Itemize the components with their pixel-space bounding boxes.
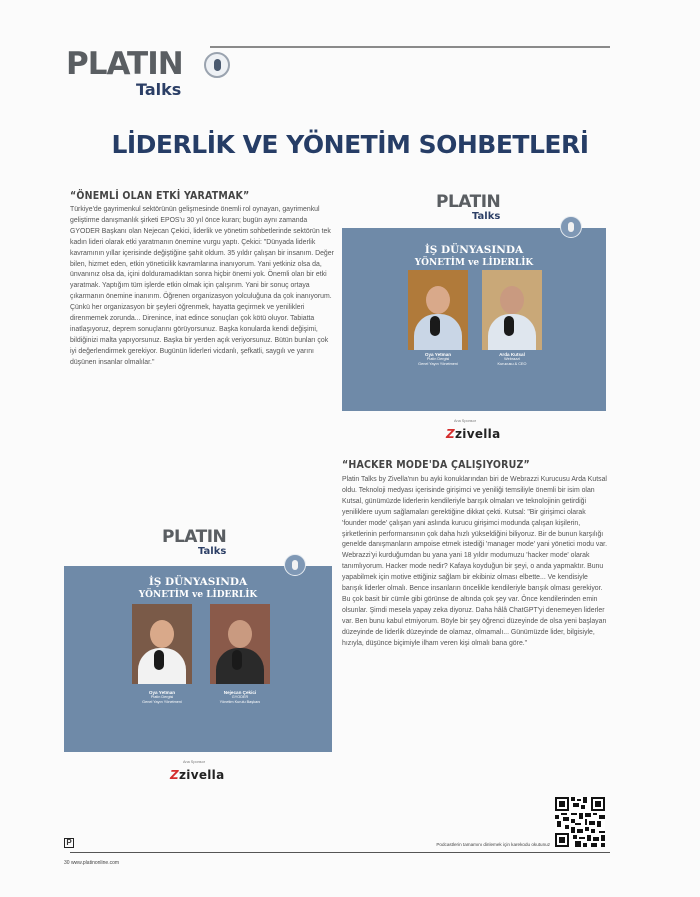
card-logo-word: PLATIN [436, 192, 501, 212]
sponsor-label: Ana Sponsor [183, 760, 205, 764]
guest-caption: Arda Kutsal Webrazzi Kurucusu & CEO [497, 352, 527, 366]
card-bottom-logo [162, 527, 227, 557]
section-body: Türkiye'de gayrimenkul sektörünün gelişmesinde önemli rol oynayan, gayrimenkul geliştirme danışmanlık şirketi EPOS'u 30 yıl önce kuran; bugün aynı zamanda GYODER Başkanı olan Nejecan Çekici, liderlik ve yönetim sohbetlerinde sektörün tek kadın lideri olarak etki yaratmanın önemine vurgu yaptı. Çekici: "Dünyada liderlik kavramının yıllar içerisinde değiştiğine şahit oldum. 35 yıldır çalışan bir insanım. Değer bilen, hizmet eden, etkin yöneticilik kavramlarına inanıyorum. Yani yetkiniz olsa da, ünvanınız olsa da, içini dolduramadıktan sonra hiçbir önemi yok. Önemli olan bir etki yaratmak. Yaptığım tüm işlerde etkin olmak için çalışırım. Yani bir sonuç ortaya çıkarmanın önemine inanırım. Öğrenen organizasyon yolculuğuna da çok inanıyorum. Çünkü her organizasyon bir şeyleri öğrenmek, hayatta geçirmek ve yenilikleri direnmemek zorunda... Direnince, inat edince sonuçları çok kötü oluyor. Tabiatta inatlaşıyoruz, deprem sonuçlarını görüyorsunuz. Başka konularda kendi değişimi, bildiğinizi malta yapıyorsunuz. Başka bir yerden açık veriyorsunuz. Bütün bunları çok iyi değerlendirmek gerekiyor. Bugünün liderleri vicdanlı, şefkatli, saygılı ve yarını düşünen insanlar olmalılar." [70, 206, 334, 366]
section-body: Platin Talks by Zivella'nın bu ayki konuklarından biri de Webrazzi Kurucusu Arda Kutsal oldu. Teknoloji medyası içerisinde girişimci ve yeniliği temsiliyle önemli bir isim olan Kutsal, günümüzde liderlerin kendileriyle barışık olmaları ve teknolojinin getirdiği yeniliklere uyum sağlamaları gerektiğine dikkat çekti. Kutsal: "Bir girişimci olarak 'founder mode' çalışan yani aslında kurucu girişimci modunda çalışan kişilerin, şirketlerinin performansının çok daha hızlı yükseldiğini biliyoruz. Bir de bunun karşılığı genelde danışmanların ampoise etmek istediği 'manager mode' yani yönetici modu var. Webrazzi'yi kurduğumdan bu yana yani 18 yıldır modumuzu 'hacker mode' olarak tanımlıyorum. Hacker mode nedir? Kafaya koyduğun bir şeyi, o anda yapmaktır. Bunu yapabilmek için motive ettiğiniz sağlam bir ekibiniz olması elbette... Ve kendisiyle barışık liderler olmalı. Bence insanların öncelikle kendileriyle barışık olması gerekiyor. Bu çok basit bir cümle gibi görünse de altında çok şey var. Önce kendilerinden emin olsunlar. Şimdi mesela yapay zeka diyoruz. Daha hâlâ ChatGPT'yi denemeyen liderler var. Ben bunu kabul etmiyorum. Böyle bir şey öğrenci düzeyinde de olsa yeni başlayan düzeyinde de liderlik düzeyinde de olamaz, olmamalı... Günümüzde lider, bilgisiyle, hızıyla, düşünce biçimiyle ilham veren kişi olmalı bana göre." [342, 476, 608, 647]
page-title: LİDERLİK VE YÖNETİM SOHBETLERİ [111, 130, 589, 159]
page-mark-icon: P [64, 838, 74, 848]
sponsor-label: Ana Sponsor [454, 419, 476, 423]
logo-sub: Talks [136, 80, 182, 99]
zivella-logo: Zzivella [446, 427, 501, 441]
microphone-icon [284, 554, 306, 576]
guest-caption: Oya Yetman Platin Dergisi Genel Yayın Yönetmeni [418, 352, 458, 366]
card-heading: İŞ DÜNYASINDA [148, 576, 248, 588]
qr-note: Podcastlerin tamamını dinlemek için karekodu okutunuz [436, 842, 550, 847]
microphone-icon [204, 52, 230, 78]
page-footer: 30 www.platinonline.com [64, 860, 120, 866]
section-heading: “HACKER MODE'DA ÇALIŞIYORUZ” [342, 459, 530, 471]
logo-word: PLATIN [66, 46, 183, 82]
card-logo-sub: Talks [198, 546, 227, 557]
podcast-card-bottom [64, 566, 332, 752]
card-subheading: YÖNETİM ve LİDERLİK [414, 258, 534, 268]
guest-photo [210, 604, 270, 684]
guest-photo [132, 604, 192, 684]
qr-code[interactable] [555, 797, 605, 847]
zivella-logo: Zzivella [170, 768, 225, 782]
card-top-logo [436, 192, 501, 222]
card-logo-word: PLATIN [162, 527, 227, 547]
article-section-2 [342, 459, 610, 650]
card-heading: İŞ DÜNYASINDA [424, 244, 524, 256]
section-heading: “ÖNEMLİ OLAN ETKİ YARATMAK” [70, 190, 250, 202]
article-section-1 [70, 190, 335, 369]
card-subheading: YÖNETİM ve LİDERLİK [138, 590, 258, 600]
guest-caption: Nejecan Çekici GYODER Yönetim Kurulu Başkanı [219, 690, 261, 704]
podcast-card-top [342, 228, 606, 411]
guest-caption: Oya Yetman Platin Dergisi Genel Yayın Yönetmeni [142, 690, 182, 704]
card-logo-sub: Talks [472, 211, 501, 222]
bottom-rule [70, 852, 610, 853]
guest-photo [408, 270, 468, 350]
top-rule [210, 46, 610, 48]
microphone-icon [560, 216, 582, 238]
guest-photo [482, 270, 542, 350]
platin-talks-logo [66, 46, 246, 106]
